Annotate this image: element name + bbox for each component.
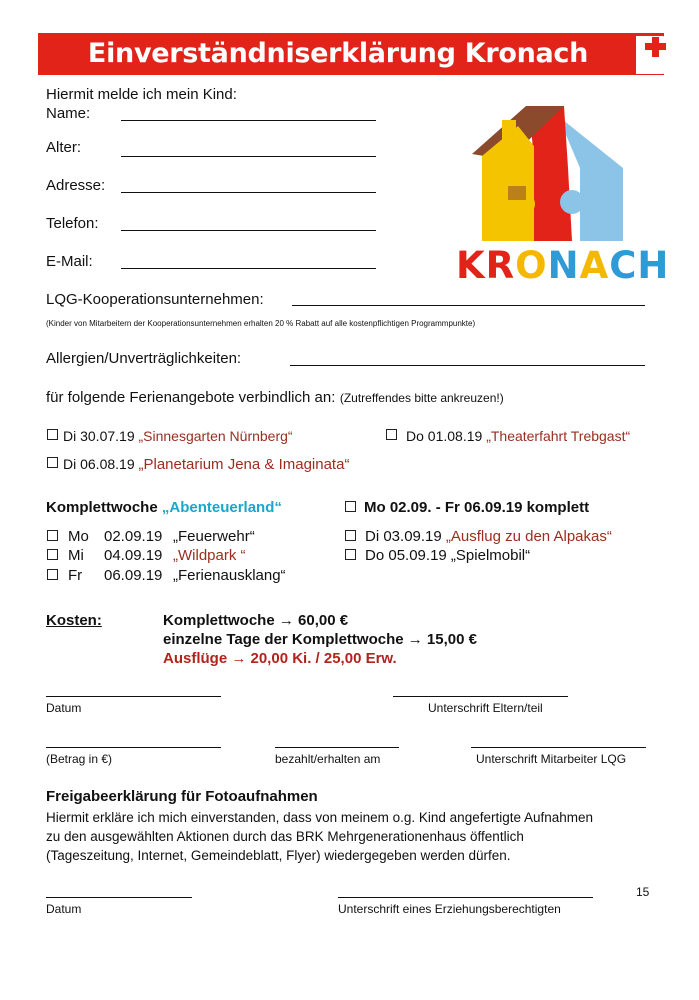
telefon-field[interactable] bbox=[121, 230, 376, 231]
allergien-label: Allergien/Unverträglichkeiten: bbox=[46, 350, 242, 367]
email-field[interactable] bbox=[121, 268, 376, 269]
allergien-field[interactable] bbox=[290, 365, 645, 366]
checkbox-alpakas[interactable] bbox=[345, 530, 356, 541]
checkbox-wildpark[interactable] bbox=[47, 549, 58, 560]
foto-line-1: Hiermit erkläre ich mich einverstanden, dass von meinem o.g. Kind angefertigte Aufnahmen bbox=[46, 810, 594, 825]
day-do-label: Do bbox=[365, 547, 385, 564]
offer-planetarium bbox=[63, 455, 349, 474]
lqg-note: (Kinder von Mitarbeitern der Kooperationsunternehmen erhalten 20 % Rabatt auf alle kostenpflichtigen Programmpunkte) bbox=[46, 319, 476, 328]
adresse-field[interactable] bbox=[121, 192, 376, 193]
foto-title: Freigabeerklärung für Fotoaufnahmen bbox=[46, 788, 318, 805]
week-name: „Abenteuerland“ bbox=[161, 499, 282, 516]
checkbox-spielmobil[interactable] bbox=[345, 549, 356, 560]
foto-signature-line[interactable] bbox=[338, 897, 593, 898]
day-di-label: Di bbox=[365, 528, 380, 545]
foto-line-3: (Tageszeitung, Internet, Gemeindeblatt, Flyer) wiedergegeben werden dürfen. bbox=[46, 848, 511, 863]
offer-date: Di 06.08.19 bbox=[63, 456, 135, 472]
foto-datum-label: Datum bbox=[46, 902, 82, 916]
day-mi-label: Mi bbox=[68, 547, 84, 564]
offer-date: Di 30.07.19 bbox=[63, 428, 135, 444]
day-mo-label: Mo bbox=[68, 528, 89, 545]
offers-intro-row bbox=[46, 389, 504, 407]
checkbox-planetarium[interactable] bbox=[47, 457, 58, 468]
offer-theaterfahrt bbox=[406, 427, 630, 445]
kosten-line-2: einzelne Tage der Komplettwoche → 15,00 € bbox=[163, 631, 477, 648]
day-do-title: „Spielmobil“ bbox=[450, 547, 531, 564]
offers-intro: für folgende Ferienangebote verbindlich an: bbox=[46, 389, 336, 406]
day-di-title: „Ausflug zu den Alpakas“ bbox=[445, 528, 612, 545]
intro-text: Hiermit melde ich mein Kind: bbox=[46, 86, 237, 103]
lqg-field[interactable] bbox=[292, 305, 645, 306]
page-title: Einverständniserklärung Kronach bbox=[87, 38, 589, 69]
kosten-line-3: Ausflüge → 20,00 Ki. / 25,00 Erw. bbox=[163, 650, 397, 667]
day-mo-date: 02.09.19 bbox=[104, 528, 163, 545]
checkbox-theaterfahrt[interactable] bbox=[386, 429, 397, 440]
bezahlt-label: bezahlt/erhalten am bbox=[275, 752, 381, 766]
eltern-signature-line[interactable] bbox=[393, 696, 568, 697]
adresse-label: Adresse: bbox=[46, 177, 106, 194]
offer-title: „Planetarium Jena & Imaginata“ bbox=[138, 456, 350, 473]
bezahlt-line[interactable] bbox=[275, 747, 399, 748]
name-label: Name: bbox=[46, 105, 91, 122]
kosten-label: Kosten: bbox=[46, 612, 102, 629]
offer-sinnesgarten bbox=[63, 427, 293, 445]
name-field[interactable] bbox=[121, 120, 376, 121]
alter-field[interactable] bbox=[121, 156, 376, 157]
day-fr-date: 06.09.19 bbox=[104, 567, 163, 584]
offer-title: „Theaterfahrt Trebgast“ bbox=[486, 428, 631, 444]
page-number: 15 bbox=[636, 885, 650, 899]
eltern-signature-label: Unterschrift Eltern/teil bbox=[428, 701, 543, 715]
week-heading bbox=[46, 499, 282, 517]
telefon-label: Telefon: bbox=[46, 215, 99, 232]
alter-label: Alter: bbox=[46, 139, 82, 156]
day-fr-label: Fr bbox=[68, 567, 83, 584]
foto-datum-line[interactable] bbox=[46, 897, 192, 898]
foto-line-2: zu den ausgewählten Aktionen durch das BRK Mehrgenerationenhaus öffentlich bbox=[46, 829, 524, 844]
day-fr-title: „Ferienausklang“ bbox=[173, 567, 286, 584]
offer-date: Do 01.08.19 bbox=[406, 428, 483, 444]
day-mo-title: „Feuerwehr“ bbox=[173, 528, 255, 545]
checkbox-ferienausklang[interactable] bbox=[47, 569, 58, 580]
mitarbeiter-signature-line[interactable] bbox=[471, 747, 646, 748]
checkbox-feuerwehr[interactable] bbox=[47, 530, 58, 541]
logo-wordmark: KRONACH bbox=[456, 244, 670, 287]
datum-line[interactable] bbox=[46, 696, 221, 697]
mitarbeiter-signature-label: Unterschrift Mitarbeiter LQG bbox=[476, 752, 627, 766]
week-full-label: Mo 02.09. - Fr 06.09.19 komplett bbox=[364, 499, 590, 516]
betrag-label: (Betrag in €) bbox=[46, 752, 113, 766]
checkbox-sinnesgarten[interactable] bbox=[47, 429, 58, 440]
kosten-line-1: Komplettwoche → 60,00 € bbox=[163, 612, 349, 629]
checkbox-week-full[interactable] bbox=[345, 501, 356, 512]
offer-title: „Sinnesgarten Nürnberg“ bbox=[138, 428, 293, 444]
lqg-label: LQG-Kooperationsunternehmen: bbox=[46, 291, 264, 308]
offers-note: (Zutreffendes bitte ankreuzen!) bbox=[339, 391, 504, 405]
day-di-row bbox=[365, 528, 612, 546]
red-cross-icon-bar bbox=[645, 43, 666, 50]
foto-signature-label: Unterschrift eines Erziehungsberechtigten bbox=[338, 902, 561, 916]
email-label: E-Mail: bbox=[46, 253, 93, 270]
day-do-date: 05.09.19 bbox=[388, 547, 447, 564]
datum-label: Datum bbox=[46, 701, 82, 715]
day-do-row bbox=[365, 547, 530, 565]
day-mi-date: 04.09.19 bbox=[104, 547, 163, 564]
week-label: Komplettwoche bbox=[46, 499, 158, 516]
day-di-date: 03.09.19 bbox=[383, 528, 442, 545]
house-puzzle-logo bbox=[468, 106, 638, 248]
betrag-line[interactable] bbox=[46, 747, 221, 748]
day-mi-title: „Wildpark “ bbox=[173, 547, 246, 564]
